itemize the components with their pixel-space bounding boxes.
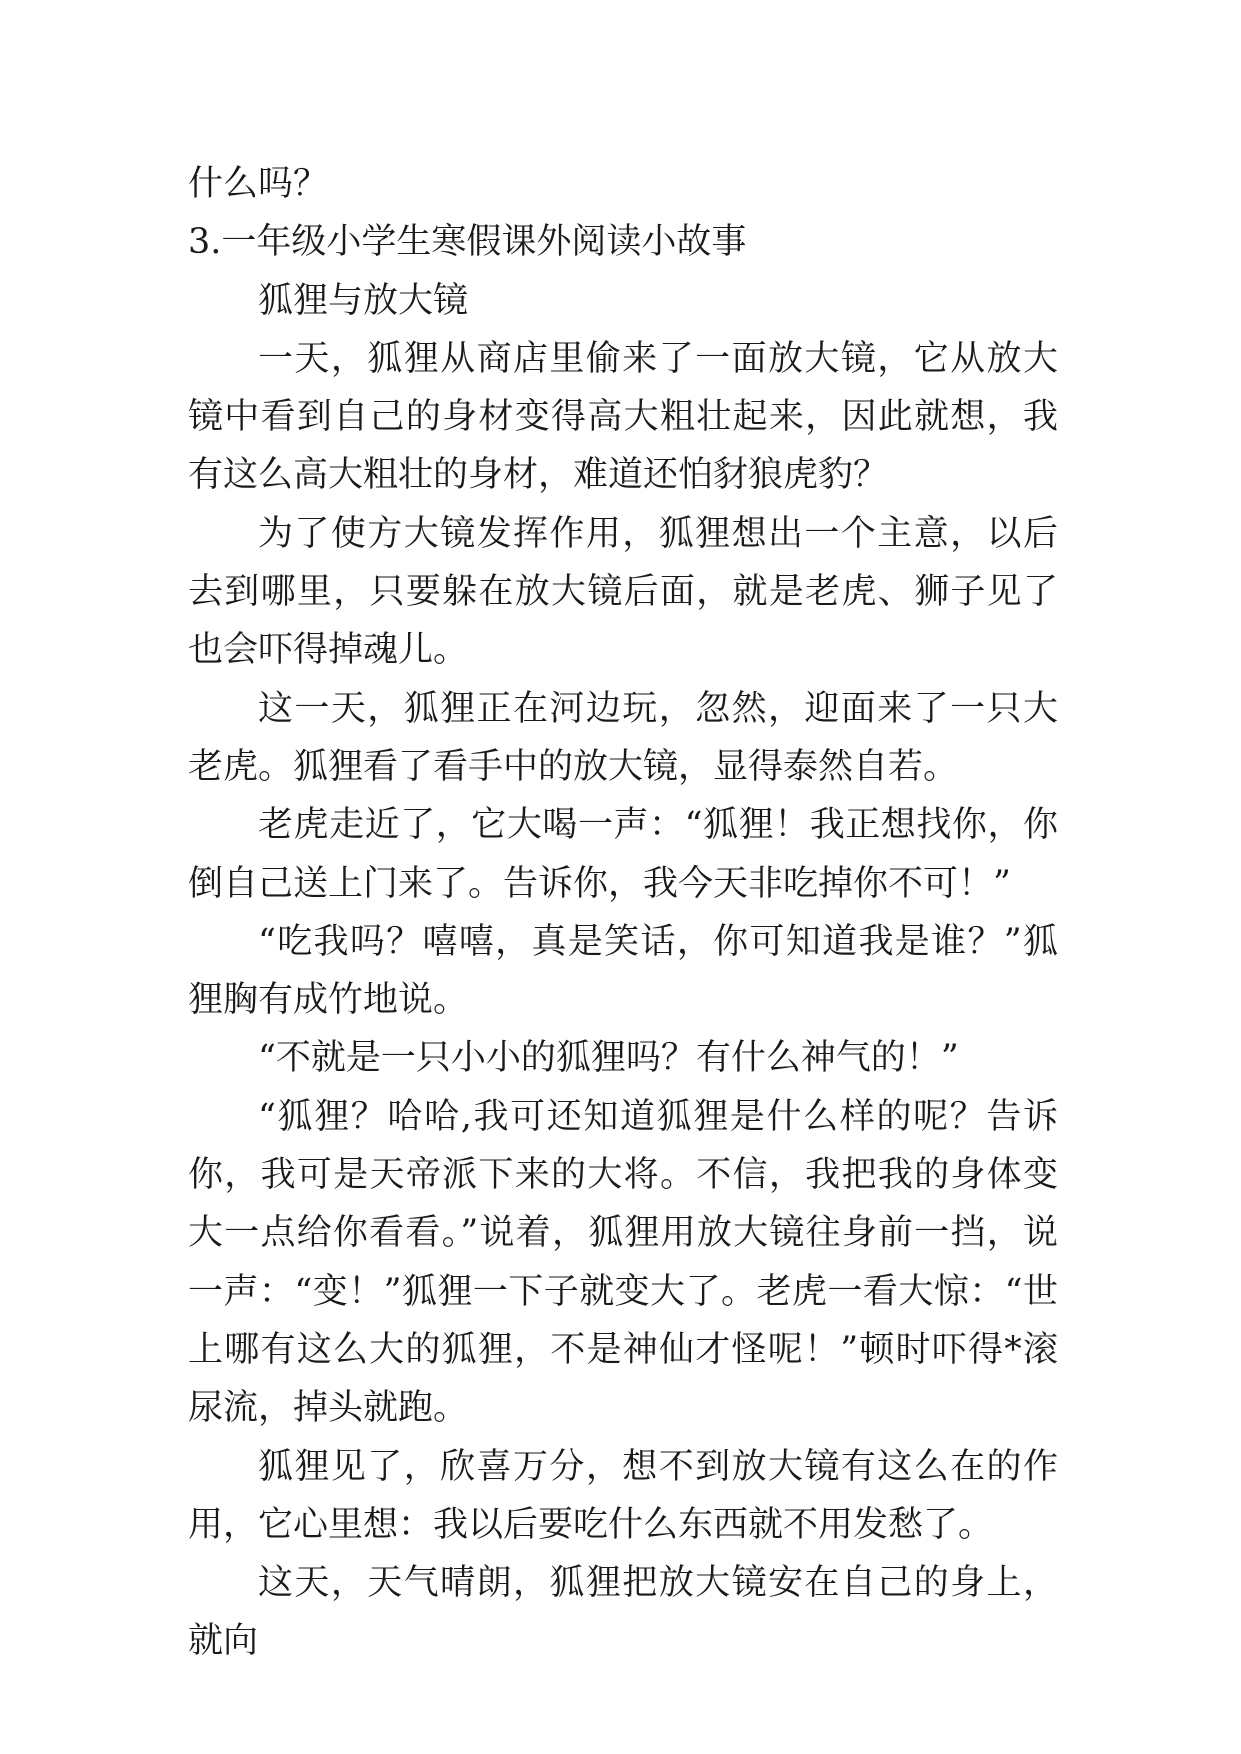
paragraph: “狐狸？哈哈,我可还知道狐狸是什么样的呢？告诉你，我可是天帝派下来的大将。不信，我把我的身体变大一点给你看看。”说着，狐狸用放大镜往身前一挡，说一声：“变！”狐狸一下子就变大了。老虎一看大惊：“世上哪有这么大的狐狸，不是神仙才怪呢！”顿时吓得*滚尿流，掉头就跑。 [188,1096,1058,1429]
paragraph: 一天，狐狸从商店里偷来了一面放大镜，它从放大镜中看到自己的身材变得高大粗壮起来，因此就想，我有这么高大粗壮的身材，难道还怕豺狼虎豹？ [188,338,1058,496]
paragraph: 这一天，狐狸正在河边玩，忽然，迎面来了一只大老虎。狐狸看了看手中的放大镜，显得泰然自若。 [188,688,1058,787]
continuation-line: 什么吗？ [188,164,329,204]
document-body [188,155,1058,1671]
story-title: 狐狸与放大镜 [258,280,469,321]
paragraph: 老虎走近了，它大喝一声：“狐狸！我正想找你，你倒自己送上门来了。告诉你，我今天非吃掉你不可！” [188,805,1058,904]
paragraph: “不就是一只小小的狐狸吗？有什么神气的！” [258,1038,959,1079]
paragraph: 狐狸见了，欣喜万分，想不到放大镜有这么在的作用，它心里想：我以后要吃什么东西就不用发愁了。 [188,1446,1058,1545]
paragraph: 为了使方大镜发挥作用，狐狸想出一个主意，以后去到哪里，只要躲在放大镜后面，就是老虎、狮子见了也会吓得掉魂儿。 [188,513,1058,671]
paragraph: “吃我吗？嘻嘻，真是笑话，你可知道我是谁？”狐狸胸有成竹地说。 [188,921,1058,1021]
paragraph: 这天，天气晴朗，狐狸把放大镜安在自己的身上，就向 [188,1563,1058,1662]
section-heading: 3.一年级小学生寒假课外阅读小故事 [188,222,747,263]
